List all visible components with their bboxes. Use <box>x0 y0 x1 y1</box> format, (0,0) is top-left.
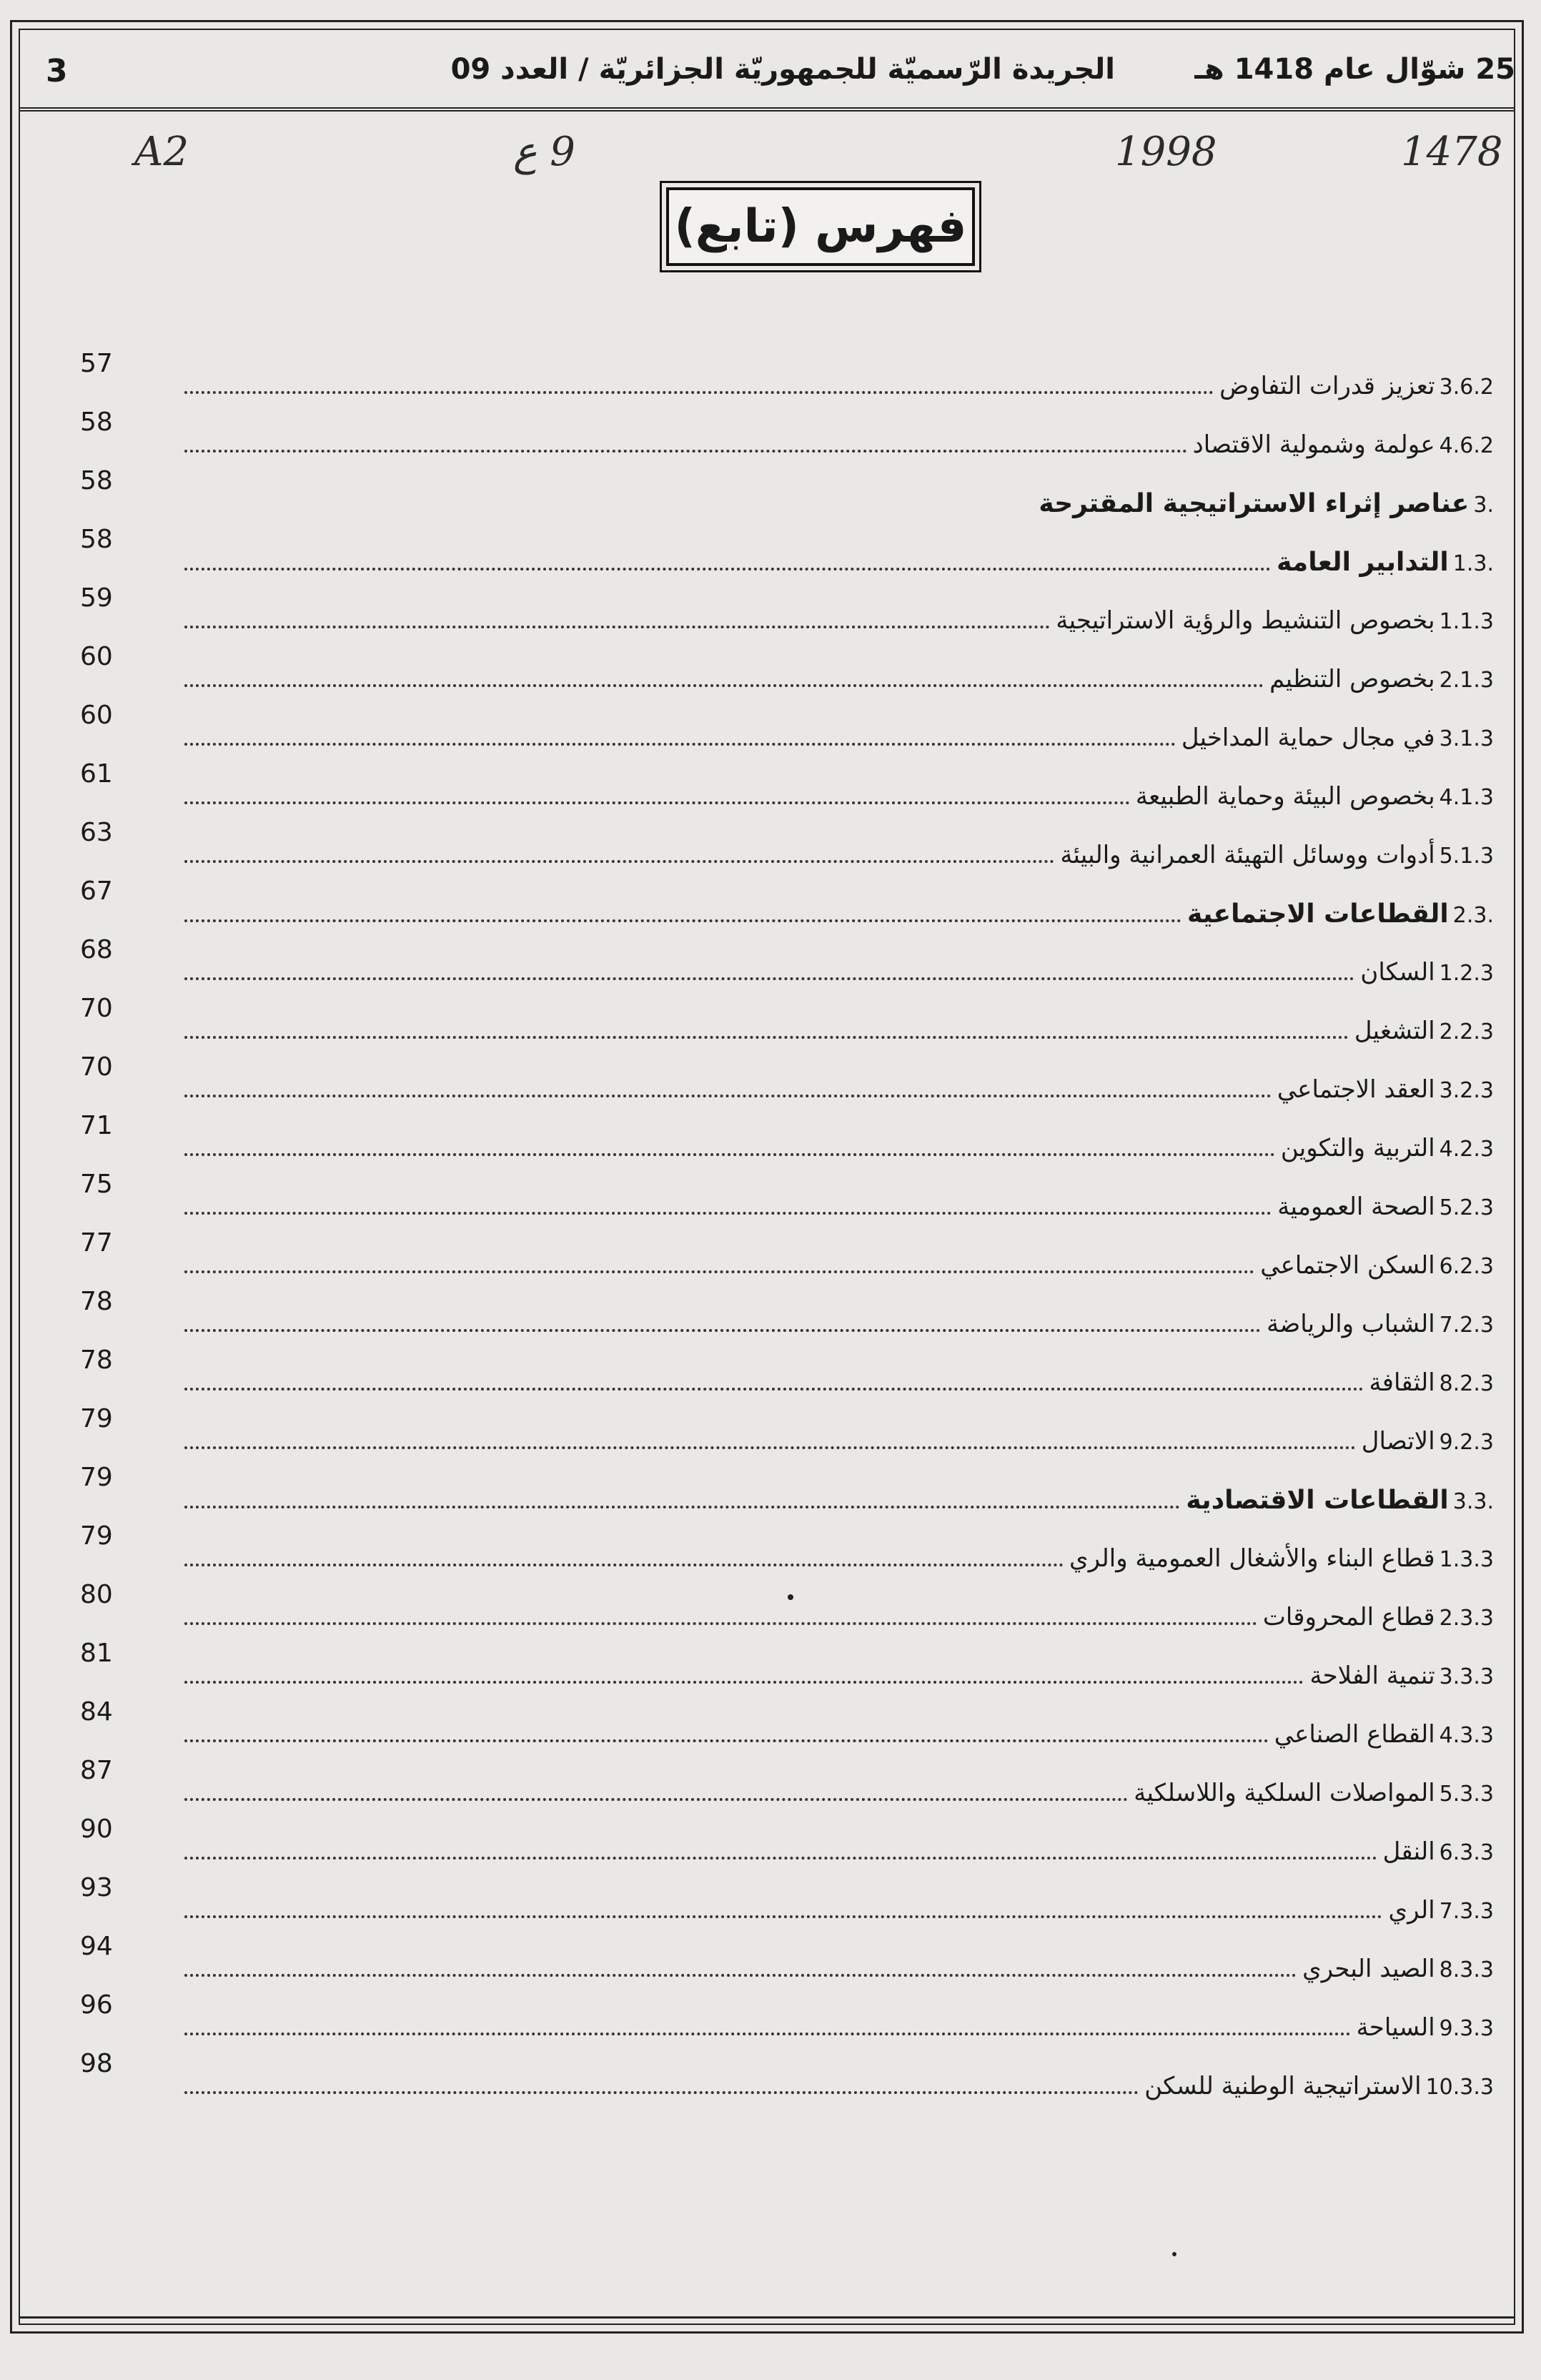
toc-row <box>71 642 1494 718</box>
toc-entry <box>179 1603 1494 1631</box>
toc-page-number: 57 <box>80 349 113 378</box>
toc-entry <box>179 1896 1494 1925</box>
toc-section-number: 1.1.3 <box>1439 609 1494 634</box>
toc-label: بخصوص التنظيم <box>1269 665 1435 693</box>
toc-label: عناصر إثراء الاستراتيجية المقترحة <box>1039 489 1470 518</box>
toc-entry <box>179 1193 1494 1221</box>
toc-row <box>71 1287 1494 1363</box>
toc-section-number: 3.2.3 <box>1439 1078 1494 1103</box>
toc-entry <box>179 665 1494 693</box>
toc-row <box>71 994 1494 1070</box>
toc-row <box>71 935 1494 1011</box>
toc-label: القطاعات الاقتصادية <box>1186 1486 1449 1515</box>
toc-entry <box>179 1368 1494 1397</box>
toc-entry <box>179 548 1494 577</box>
toc-page-number: 70 <box>80 994 113 1023</box>
toc-section-number: 3.6.2 <box>1439 375 1494 400</box>
toc-page-number: 79 <box>80 1521 113 1551</box>
toc-section-number: 5.2.3 <box>1439 1195 1494 1220</box>
toc-row <box>71 583 1494 659</box>
table-of-contents <box>71 349 1494 2125</box>
toc-page-number: 60 <box>80 701 113 730</box>
toc-section-number: 3.3. <box>1452 1489 1494 1514</box>
toc-entry <box>179 1427 1494 1456</box>
toc-row <box>71 1814 1494 1890</box>
toc-page-number: 94 <box>80 1932 113 1961</box>
toc-section-number: 4.6.2 <box>1439 433 1494 458</box>
toc-section-number: 4.1.3 <box>1439 785 1494 810</box>
toc-entry <box>179 958 1494 987</box>
dot-leader <box>184 1388 1364 1391</box>
toc-entry <box>179 1310 1494 1338</box>
toc-page-number: 61 <box>80 759 113 789</box>
print-speck <box>1172 2252 1176 2256</box>
toc-section-number: 4.2.3 <box>1439 1137 1494 1162</box>
toc-label: أدوات ووسائل التهيئة العمرانية والبيئة <box>1060 841 1435 869</box>
toc-label: الشباب والرياضة <box>1267 1310 1435 1338</box>
toc-row <box>71 1111 1494 1187</box>
toc-page-number: 75 <box>80 1170 113 1199</box>
toc-row <box>71 1932 1494 2008</box>
toc-label: الاتصال <box>1361 1427 1435 1456</box>
toc-entry <box>179 899 1494 929</box>
toc-page-number: 98 <box>80 2049 113 2078</box>
toc-section-number: 3.3.3 <box>1439 1664 1494 1689</box>
toc-entry <box>179 841 1494 869</box>
toc-entry <box>179 1779 1494 1807</box>
toc-page-number: 90 <box>80 1814 113 1844</box>
dot-leader <box>184 860 1054 863</box>
dot-leader <box>184 977 1354 980</box>
toc-label: بخصوص التنشيط والرؤية الاستراتيجية <box>1056 606 1435 635</box>
toc-entry <box>179 1955 1494 1983</box>
toc-section-number: 2.3.3 <box>1439 1606 1494 1631</box>
toc-section-number: 7.3.3 <box>1439 1899 1494 1924</box>
dot-leader <box>184 568 1271 571</box>
dot-leader <box>184 1564 1064 1566</box>
dot-leader <box>184 2091 1139 2094</box>
toc-page-number: 96 <box>80 1990 113 2020</box>
dot-leader <box>184 743 1176 746</box>
toc-row <box>71 2049 1494 2125</box>
toc-row <box>71 1580 1494 1656</box>
header-date: 25 شوّال عام 1418 هـ <box>1194 53 1515 86</box>
toc-row <box>71 818 1494 894</box>
toc-entry <box>179 606 1494 635</box>
dot-leader <box>184 1506 1180 1509</box>
toc-label: الثقافة <box>1369 1368 1435 1397</box>
toc-section-number: 3.1.3 <box>1439 726 1494 751</box>
toc-row <box>71 1756 1494 1832</box>
toc-label: السياحة <box>1356 2013 1435 2042</box>
toc-section-number: 2.1.3 <box>1439 668 1494 693</box>
toc-entry <box>179 1251 1494 1280</box>
toc-section-number: 8.2.3 <box>1439 1371 1494 1396</box>
toc-page-number: 79 <box>80 1404 113 1433</box>
toc-section-number: 8.3.3 <box>1439 1957 1494 1982</box>
dot-leader <box>184 1036 1349 1039</box>
dot-leader <box>184 1798 1128 1801</box>
toc-label: التشغيل <box>1354 1017 1435 1045</box>
toc-page-number: 84 <box>80 1697 113 1727</box>
toc-label: التربية والتكوين <box>1280 1134 1435 1162</box>
toc-entry <box>179 430 1494 459</box>
dot-leader <box>184 1622 1257 1625</box>
toc-label: القطاع الصناعي <box>1274 1720 1435 1749</box>
toc-section-number: 1.3.3 <box>1439 1547 1494 1572</box>
toc-row <box>71 1404 1494 1480</box>
toc-page-number: 87 <box>80 1756 113 1785</box>
handwritten-note-year: 1998 <box>1115 129 1217 175</box>
toc-page-number: 58 <box>80 525 113 554</box>
toc-section-number: 6.3.3 <box>1439 1840 1494 1865</box>
toc-entry <box>179 782 1494 811</box>
toc-row <box>71 1990 1494 2066</box>
toc-entry <box>179 1017 1494 1045</box>
dot-leader <box>184 1739 1269 1742</box>
toc-entry <box>179 2072 1494 2100</box>
toc-label: الري <box>1388 1896 1435 1925</box>
toc-row <box>71 1873 1494 1949</box>
toc-section-row <box>71 525 1494 601</box>
toc-page-number: 59 <box>80 583 113 613</box>
toc-row <box>71 1697 1494 1773</box>
toc-row <box>71 1228 1494 1304</box>
toc-page-number: 81 <box>80 1639 113 1668</box>
toc-section-number: 10.3.3 <box>1425 2075 1494 2100</box>
toc-page-number: 78 <box>80 1287 113 1316</box>
dot-leader <box>184 1915 1382 1918</box>
toc-row <box>71 1345 1494 1421</box>
toc-section-number: 5.1.3 <box>1439 844 1494 869</box>
dot-leader <box>184 1681 1304 1684</box>
dot-leader <box>184 626 1050 628</box>
toc-label: النقل <box>1382 1837 1435 1866</box>
dot-leader <box>184 1212 1272 1215</box>
toc-row <box>71 759 1494 835</box>
toc-section-number: 2.2.3 <box>1439 1019 1494 1045</box>
dot-leader <box>184 391 1214 394</box>
toc-page-number: 79 <box>80 1463 113 1492</box>
toc-label: تعزيز قدرات التفاوض <box>1219 372 1435 400</box>
toc-section-number: 5.3.3 <box>1439 1782 1494 1807</box>
toc-entry <box>179 489 1494 518</box>
dot-leader <box>184 1446 1356 1449</box>
dot-leader <box>184 919 1181 922</box>
toc-label: الصيد البحري <box>1302 1955 1435 1983</box>
toc-label: في مجال حماية المداخيل <box>1181 724 1435 752</box>
dot-leader <box>184 1974 1297 1977</box>
dot-leader <box>184 1329 1261 1332</box>
page-number: 3 <box>46 53 68 89</box>
index-title: فهرس (تابع) <box>674 200 967 253</box>
dot-leader <box>184 450 1187 453</box>
toc-entry <box>179 1661 1494 1690</box>
journal-title: الجريدة الرّسميّة للجمهوريّة الجزائريّة / العدد 09 <box>450 53 1115 86</box>
handwritten-note-center: 9 ع <box>513 129 575 175</box>
toc-section-number: 6.2.3 <box>1439 1254 1494 1279</box>
toc-label: بخصوص البيئة وحماية الطبيعة <box>1135 782 1435 811</box>
toc-page-number: 80 <box>80 1580 113 1609</box>
toc-label: قطاع البناء والأشغال العمومية والري <box>1069 1544 1435 1573</box>
toc-entry <box>179 1075 1494 1104</box>
toc-section-row <box>71 466 1494 542</box>
toc-entry <box>179 2013 1494 2042</box>
toc-section-row <box>71 1463 1494 1539</box>
toc-section-number: 9.2.3 <box>1439 1430 1494 1455</box>
toc-entry <box>179 372 1494 400</box>
index-title-box <box>666 187 975 266</box>
toc-row <box>71 1170 1494 1245</box>
dot-leader <box>184 684 1264 687</box>
toc-label: السكان <box>1360 958 1435 987</box>
toc-section-number: 3. <box>1473 493 1494 518</box>
toc-label: قطاع المحروقات <box>1262 1603 1435 1631</box>
toc-page-number: 78 <box>80 1345 113 1375</box>
toc-page-number: 77 <box>80 1228 113 1258</box>
dot-leader <box>184 1095 1272 1097</box>
toc-row <box>71 408 1494 483</box>
toc-entry <box>179 1134 1494 1162</box>
toc-entry <box>179 1486 1494 1515</box>
toc-section-number: 2.3. <box>1452 903 1494 928</box>
dot-leader <box>184 1857 1377 1860</box>
handwritten-note-left: A2 <box>134 129 189 175</box>
toc-page-number: 70 <box>80 1052 113 1082</box>
toc-page-number: 63 <box>80 818 113 847</box>
toc-entry <box>179 1544 1494 1573</box>
page-header <box>29 43 1515 100</box>
print-speck <box>788 1594 793 1600</box>
toc-label: التدابير العامة <box>1277 548 1449 577</box>
toc-label: الصحة العمومية <box>1277 1193 1435 1221</box>
toc-section-number: 9.3.3 <box>1439 2016 1494 2041</box>
toc-page-number: 60 <box>80 642 113 671</box>
toc-page-number: 71 <box>80 1111 113 1140</box>
toc-page-number: 93 <box>80 1873 113 1902</box>
dot-leader <box>184 1270 1254 1273</box>
toc-row <box>71 1052 1494 1128</box>
toc-label: العقد الاجتماعي <box>1277 1075 1435 1104</box>
toc-section-number: 7.2.3 <box>1439 1313 1494 1338</box>
toc-page-number: 58 <box>80 408 113 437</box>
toc-label: القطاعات الاجتماعية <box>1187 899 1449 929</box>
toc-label: المواصلات السلكية واللاسلكية <box>1134 1779 1435 1807</box>
toc-label: عولمة وشمولية الاقتصاد <box>1192 430 1435 459</box>
toc-entry <box>179 724 1494 752</box>
dot-leader <box>184 2033 1351 2035</box>
dot-leader <box>184 801 1130 804</box>
dot-leader <box>184 1153 1275 1156</box>
toc-page-number: 68 <box>80 935 113 964</box>
toc-label: تنمية الفلاحة <box>1309 1661 1435 1690</box>
handwritten-note-right: 1478 <box>1401 129 1503 175</box>
toc-label: السكن الاجتماعي <box>1260 1251 1435 1280</box>
bottom-divider <box>19 2316 1515 2319</box>
header-divider <box>19 107 1515 112</box>
toc-row <box>71 1521 1494 1597</box>
toc-page-number: 67 <box>80 877 113 906</box>
toc-row <box>71 701 1494 776</box>
toc-section-number: 1.3. <box>1452 551 1494 576</box>
toc-label: الاستراتيجية الوطنية للسكن <box>1144 2072 1422 2100</box>
toc-page-number: 58 <box>80 466 113 495</box>
toc-row <box>71 349 1494 425</box>
toc-section-number: 4.3.3 <box>1439 1723 1494 1748</box>
toc-section-number: 1.2.3 <box>1439 961 1494 986</box>
toc-section-row <box>71 877 1494 952</box>
toc-row <box>71 1639 1494 1714</box>
toc-entry <box>179 1720 1494 1749</box>
toc-entry <box>179 1837 1494 1866</box>
